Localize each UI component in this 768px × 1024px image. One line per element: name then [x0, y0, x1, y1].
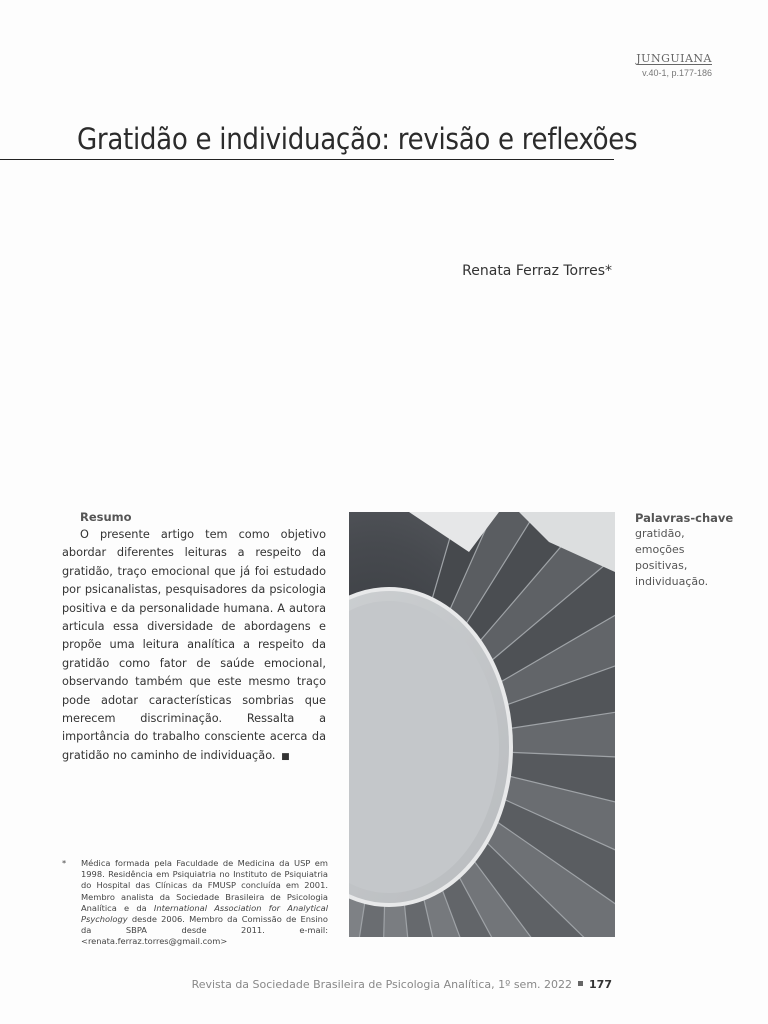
keywords: [635, 511, 745, 590]
spiral-staircase-photo: [349, 512, 615, 937]
journal-header: [636, 52, 712, 78]
keyword-item: positivas,: [635, 559, 688, 572]
keyword-item: individuação.: [635, 575, 709, 588]
article-author: Renata Ferraz Torres*: [462, 263, 612, 279]
footer-separator: [578, 981, 583, 986]
title-rule: [0, 159, 614, 160]
abstract-text: [62, 526, 326, 766]
keyword-item: gratidão,: [635, 527, 685, 540]
abstract-body: O presente artigo tem como objetivo abordar diferentes leituras a respeito da gratidão, traço emocional que já foi estudado por psicanalistas, pesquisadores da psicologia positiva e da personalidade humana. A autora articula essa diversidade de abordagens e propõe uma leitura analítica a respeito da gratidão como fator de saúde emocional, observando também que este mesmo traço pode adotar características sombrias que merecem discriminação. Ressalta a importância do trabalho consciente acerca da gratidão no caminho de individuação.: [62, 528, 326, 762]
footnote-part1: Médica formada pela Faculdade de Medicina da USP em 1998. Residência em Psiquiatria no Instituto de Psiquiatria do Hospital das Clínicas da FMUSP concluída em 2001. Membro analista da Sociedade Brasileira de Psicologia Analítica e da: [81, 858, 328, 913]
author-footnote: [62, 858, 328, 948]
keywords-list: [635, 526, 745, 590]
keyword-item: emoções: [635, 543, 685, 556]
journal-volume: v.40-1, p.177-186: [642, 68, 712, 78]
article-title: Gratidão e individuação: revisão e reflexões: [77, 122, 638, 156]
journal-name: JUNGUIANA: [636, 52, 712, 65]
page-footer: [192, 978, 612, 991]
footnote-italic: International Association for Analytical Psychology: [81, 902, 329, 925]
footer-citation: Revista da Sociedade Brasileira de Psicologia Analítica, 1º sem. 2022: [191, 978, 573, 991]
footnote-marker: *: [62, 858, 67, 868]
abstract: [62, 510, 326, 766]
footnote-text: [81, 858, 328, 948]
abstract-heading: Resumo: [80, 510, 132, 524]
page-number: 177: [589, 978, 612, 991]
keywords-heading: Palavras-chave: [635, 511, 734, 525]
footnote-part2: desde 2006. Membro da Comissão de Ensino da SBPA desde 2011. e-mail: <renata.ferraz.torres@gmail.com>: [81, 914, 328, 947]
end-mark: ■: [281, 751, 290, 762]
